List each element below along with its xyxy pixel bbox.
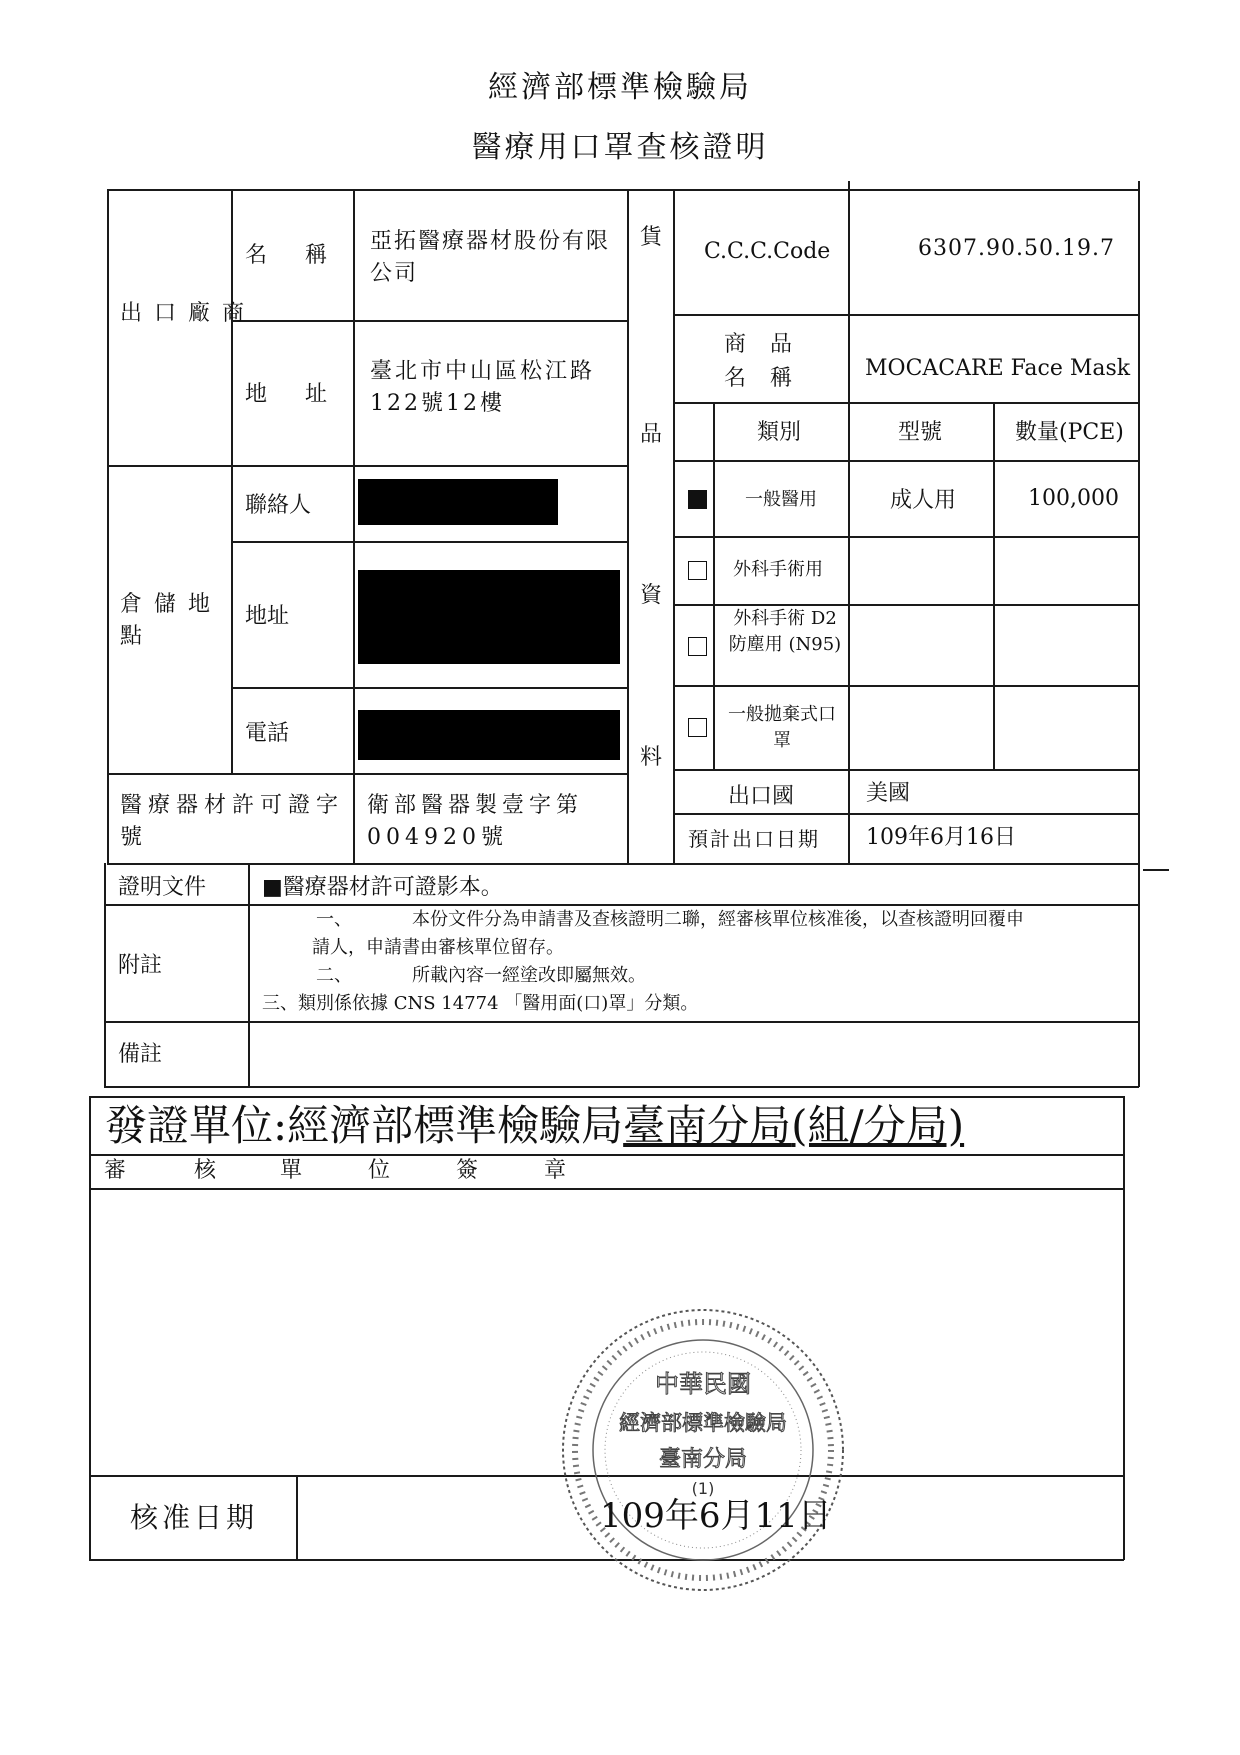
review-char-3: 單 [280, 1158, 303, 1183]
official-seal [553, 1300, 853, 1600]
goods-side-label-3: 資 [640, 583, 663, 608]
seal-line4: (1) [691, 1479, 715, 1498]
docs-value: ■醫療器材許可證影本。 [262, 875, 503, 900]
review-char-4: 位 [368, 1158, 391, 1183]
row3-category: 外科手術 D2 防塵用 (N95) [728, 608, 842, 655]
row1-qty: 100,000 [1028, 486, 1119, 511]
issuer-branch: 臺南分局 [623, 1101, 792, 1150]
notes-item1-line2: 請人，申請書由審核單位留存。 [312, 937, 564, 958]
ccc-code-label: C.C.C.Code [704, 239, 831, 264]
document-title: 醫療用口罩查核證明 [471, 130, 769, 165]
storage-contact-label: 聯絡人 [245, 493, 312, 518]
notes-label: 附註 [118, 953, 163, 978]
exporter-address-label: 地址 [245, 382, 366, 407]
col-model-header: 型號 [898, 420, 943, 445]
issuer-line [105, 1098, 964, 1154]
notes-item3: 三、類別係依據 CNS 14774 「醫用面(口)罩」分類。 [262, 993, 699, 1014]
goods-side-label-4: 料 [640, 745, 663, 770]
storage-section-label: 倉儲地點 [120, 592, 223, 649]
review-char-1: 審 [104, 1158, 127, 1183]
approval-date: 109年6月11日 [600, 1496, 832, 1536]
row1-model: 成人用 [890, 488, 957, 513]
redacted-address [358, 570, 620, 664]
export-country-label: 出口國 [728, 784, 795, 809]
export-date-value: 109年6月16日 [866, 825, 1016, 850]
exporter-name-label: 名稱 [245, 243, 366, 268]
review-label [104, 1155, 604, 1187]
license-label: 醫療器材許可證字號 [120, 793, 345, 850]
seal-line2: 經濟部標準檢驗局 [619, 1411, 787, 1435]
seal-line1: 中華民國 [655, 1370, 751, 1398]
col-category-header: 類別 [757, 420, 802, 445]
goods-side-label-1: 貨 [640, 225, 663, 250]
storage-address-label: 地址 [245, 604, 290, 629]
notes-item2-num: 二、 [316, 965, 352, 986]
redacted-contact [358, 479, 558, 525]
redacted-phone [358, 710, 620, 760]
category-checkbox-n95[interactable] [688, 637, 707, 656]
exporter-section-label: 出口廠商 [120, 301, 257, 326]
row2-category: 外科手術用 [733, 559, 823, 580]
approval-label: 核准日期 [130, 1501, 259, 1534]
export-date-label: 預計出口日期 [688, 827, 820, 851]
row1-category: 一般醫用 [745, 489, 817, 510]
goods-side-label-2: 品 [640, 422, 663, 447]
storage-phone-label: 電話 [245, 721, 290, 746]
issuer-suffix: (組/分局) [791, 1101, 965, 1150]
exporter-name-value: 亞拓醫療器材股份有限公司 [370, 229, 611, 286]
issuer-prefix: 發證單位:經濟部標準檢驗局 [105, 1101, 624, 1150]
notes-item2-text: 所載內容一經塗改即屬無效。 [412, 965, 646, 986]
remarks-label: 備註 [118, 1042, 163, 1067]
ccc-code-value: 6307.90.50.19.7 [918, 236, 1115, 261]
seal-line3: 臺南分局 [658, 1447, 748, 1472]
category-checkbox-disposable[interactable] [688, 718, 707, 737]
category-checkbox-general[interactable] [688, 490, 707, 509]
notes-item1-line1: 本份文件分為申請書及查核證明二聯，經審核單位核准後，以查核證明回覆申 [412, 909, 1024, 930]
export-country-value: 美國 [866, 781, 911, 806]
category-checkbox-surgical[interactable] [688, 561, 707, 580]
col-qty-header: 數量(PCE) [1015, 420, 1124, 445]
review-char-6: 章 [544, 1158, 567, 1183]
review-char-5: 簽 [456, 1158, 479, 1183]
review-char-2: 核 [194, 1158, 217, 1183]
product-name-value: MOCACARE Face Mask [865, 356, 1131, 381]
product-name-label: 商品名稱 [723, 332, 816, 391]
row4-category: 一般拋棄式口罩 [728, 704, 836, 751]
license-value: 衛部醫器製壹字第004920號 [367, 793, 584, 850]
agency-title: 經濟部標準檢驗局 [488, 70, 752, 105]
exporter-address-value: 臺北市中山區松江路122號12樓 [370, 359, 596, 416]
docs-label: 證明文件 [118, 875, 207, 900]
notes-item1-num: 一、 [316, 909, 352, 930]
